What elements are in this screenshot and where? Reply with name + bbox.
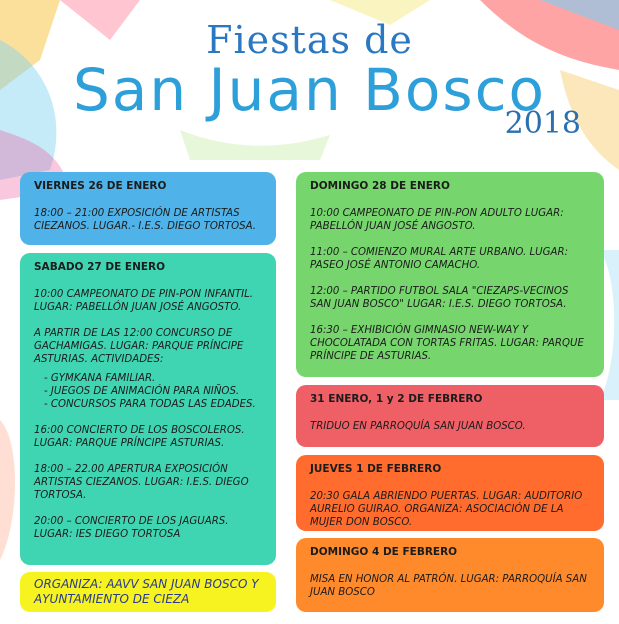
- event-item: 10:00 CAMPEONATO DE PIN-PON ADULTO LUGAR: PABELLÓN JUAN JOSÉ ANGOSTO.: [310, 208, 564, 232]
- event-item: 20:00 – CONCIERTO DE LOS JAGUARS. LUGAR: IES DIEGO TORTOSA: [34, 516, 229, 540]
- event-item: 11:00 – COMIENZO MURAL ARTE URBANO. LUGAR: PASEO JOSÉ ANTONIO CAMACHO.: [310, 247, 569, 271]
- event-box-31-enero: [296, 385, 604, 447]
- list-item: - CONCURSOS PARA TODAS LAS EDADES.: [44, 399, 256, 410]
- event-box-domingo-28: [296, 172, 604, 377]
- event-box-header: 31 ENERO, 1 y 2 DE FEBRERO: [310, 393, 483, 405]
- event-item: 16:00 CONCIERTO DE LOS BOSCOLEROS. LUGAR: PARQUE PRÍNCIPE ASTURIAS.: [34, 425, 245, 449]
- event-item: 16:30 – EXHIBICIÓN GIMNASIO NEW-WAY Y CHOCOLATADA CON TORTAS FRITAS. LUGAR: PARQUE PRÍNCIPE DE ASTURIAS.: [310, 325, 584, 362]
- event-item: 20:30 GALA ABRIENDO PUERTAS. LUGAR: AUDITORIO AURELIO GUIRAO. ORGANIZA: ASOCIACIÓN DE LA MUJER DON BOSCO.: [310, 491, 583, 528]
- event-item: TRIDUO EN PARROQUÍA SAN JUAN BOSCO.: [310, 421, 526, 432]
- activity-list: [44, 372, 262, 411]
- event-item: A PARTIR DE LAS 12:00 CONCURSO DE GACHAMIGAS. LUGAR: PARQUE PRÍNCIPE ASTURIAS. ACTIVIDADES:: [34, 328, 244, 365]
- event-box-header: DOMINGO 4 DE FEBRERO: [310, 546, 458, 558]
- title-line-2: San Juan Bosco: [72, 56, 547, 124]
- event-box-header: SABADO 27 DE ENERO: [34, 261, 166, 273]
- event-box-sabado: [20, 253, 276, 565]
- event-item: MISA EN HONOR AL PATRÓN. LUGAR: PARROQUÍA SAN JUAN BOSCO: [310, 574, 587, 598]
- event-item: 18:00 – 22.00 APERTURA EXPOSICIÓN ARTISTAS CIEZANOS. LUGAR: I.E.S. DIEGO TORTOSA.: [34, 464, 249, 501]
- event-item: 10:00 CAMPEONATO DE PIN-PON INFANTIL. LUGAR: PABELLÓN JUAN JOSÉ ANGOSTO.: [34, 289, 253, 313]
- event-box-header: VIERNES 26 DE ENERO: [34, 180, 167, 192]
- organizers-text: ORGANIZA: AAVV SAN JUAN BOSCO Y AYUNTAMIENTO DE CIEZA: [34, 577, 259, 606]
- event-box-header: DOMINGO 28 DE ENERO: [310, 180, 450, 192]
- event-item: 18:00 – 21:00 EXPOSICIÓN DE ARTISTAS CIEZANOS. LUGAR.- I.E.S. DIEGO TORTOSA.: [34, 208, 257, 232]
- event-box-viernes: [20, 172, 276, 245]
- organizers-box: [20, 572, 276, 612]
- title-year: 2018: [504, 106, 581, 141]
- event-box-jueves: [296, 455, 604, 531]
- event-box-header: JUEVES 1 DE FEBRERO: [310, 463, 442, 475]
- list-item: - JUEGOS DE ANIMACIÓN PARA NIÑOS.: [44, 386, 240, 397]
- list-item: - GYMKANA FAMILIAR.: [44, 373, 156, 384]
- title-line-1: Fiestas de: [206, 18, 413, 62]
- event-box-domingo-4: [296, 538, 604, 612]
- event-item: 12:00 – PARTIDO FUTBOL SALA "CIEZAPS-VECINOS SAN JUAN BOSCO" LUGAR: I.E.S. DIEGO TORTOSA.: [310, 286, 569, 310]
